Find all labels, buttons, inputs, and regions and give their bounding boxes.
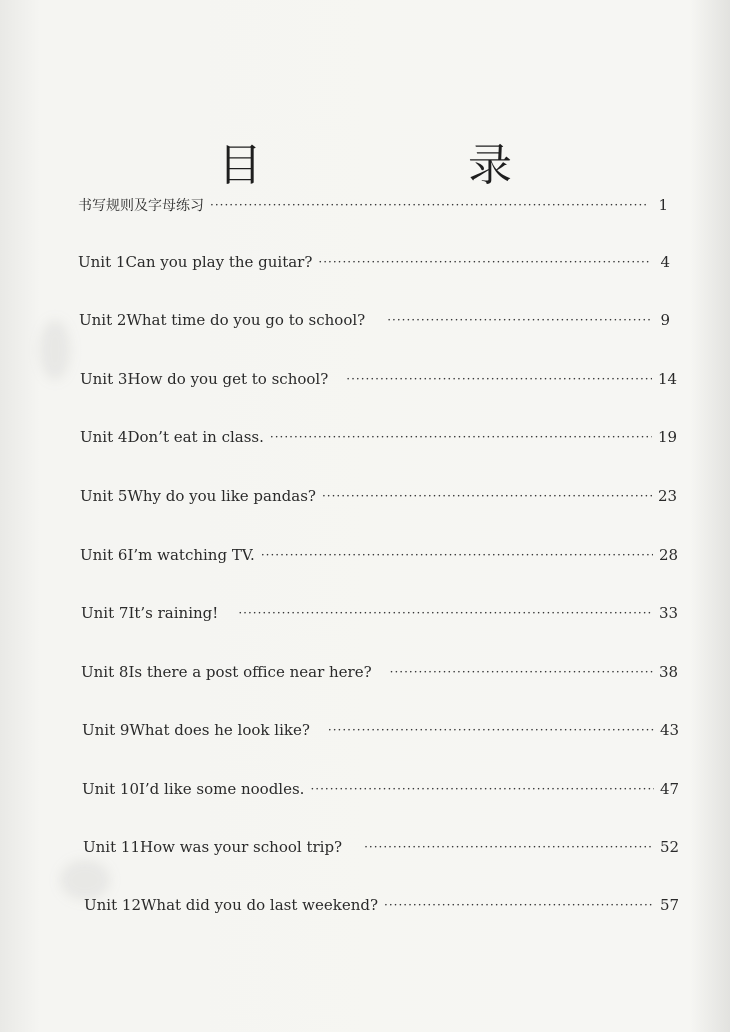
toc-leader-dots bbox=[387, 313, 650, 327]
toc-leader-dots bbox=[364, 840, 654, 854]
toc-entry[interactable] bbox=[78, 253, 670, 277]
toc-entry[interactable] bbox=[81, 663, 679, 687]
toc-unit-label: Unit 5 bbox=[80, 487, 128, 505]
page-smudge bbox=[60, 860, 110, 900]
toc-unit-label: Unit 7 bbox=[81, 604, 129, 622]
page-title: 目 录 bbox=[218, 140, 608, 192]
toc-leader-dots bbox=[270, 430, 652, 444]
toc-page-number: 38 bbox=[659, 663, 679, 681]
toc-unit-label: Unit 10 bbox=[82, 780, 139, 798]
toc-entry[interactable] bbox=[83, 838, 680, 862]
toc-entry[interactable] bbox=[84, 896, 680, 920]
toc-leader-dots bbox=[390, 665, 653, 679]
toc-leader-dots bbox=[322, 489, 652, 503]
toc-entry[interactable] bbox=[79, 311, 670, 335]
toc-leader-dots bbox=[346, 372, 652, 386]
page-smudge bbox=[40, 320, 70, 380]
toc-leader-dots bbox=[384, 898, 654, 912]
toc-leader-dots bbox=[310, 782, 654, 796]
toc-entry-title: Can you play the guitar? bbox=[125, 253, 313, 271]
toc-page-number: 47 bbox=[660, 780, 680, 798]
toc-unit-label: Unit 6 bbox=[80, 546, 128, 564]
toc-unit-label: Unit 3 bbox=[80, 370, 128, 388]
toc-entry-title: It’s raining! bbox=[128, 604, 219, 622]
toc-unit-label: Unit 8 bbox=[81, 663, 129, 681]
toc-unit-label: Unit 11 bbox=[83, 838, 140, 856]
toc-page-number: 23 bbox=[658, 487, 678, 505]
toc-page-number: 52 bbox=[660, 838, 680, 856]
toc-unit-label: Unit 4 bbox=[80, 428, 128, 446]
toc-entry[interactable] bbox=[78, 195, 668, 219]
toc-page-number: 4 bbox=[660, 253, 670, 271]
toc-unit-label: Unit 12 bbox=[84, 896, 141, 914]
toc-page-number: 14 bbox=[658, 370, 678, 388]
toc-leader-dots bbox=[318, 255, 650, 269]
toc-page-number: 1 bbox=[658, 196, 668, 214]
toc-unit-label: Unit 2 bbox=[79, 311, 127, 329]
toc-page-number: 28 bbox=[659, 546, 679, 564]
toc-leader-dots bbox=[238, 606, 653, 620]
toc-entry-title: Don’t eat in class. bbox=[127, 428, 264, 446]
toc-page-number: 43 bbox=[660, 721, 680, 739]
toc-entry[interactable] bbox=[81, 604, 679, 628]
toc-entry[interactable] bbox=[80, 370, 678, 394]
toc-entry-title: Is there a post office near here? bbox=[128, 663, 372, 681]
toc-page-number: 19 bbox=[658, 428, 678, 446]
toc-leader-dots bbox=[261, 548, 653, 562]
toc-entry[interactable] bbox=[82, 721, 680, 745]
toc-entry-title: How was your school trip? bbox=[139, 838, 343, 856]
toc-entry-title: What time do you go to school? bbox=[126, 311, 366, 329]
toc-entry-title: I’m watching TV. bbox=[127, 546, 255, 564]
toc-entry[interactable] bbox=[82, 780, 680, 804]
toc-entry-title: I’d like some noodles. bbox=[138, 780, 305, 798]
toc-entry-title: Why do you like pandas? bbox=[127, 487, 316, 505]
toc-page-number: 57 bbox=[660, 896, 680, 914]
toc-entry-title: What did you do last weekend? bbox=[140, 896, 379, 914]
toc-entry[interactable] bbox=[80, 428, 678, 452]
toc-entry[interactable] bbox=[80, 546, 679, 570]
toc-entry-title: What does he look like? bbox=[129, 721, 310, 739]
toc-unit-label: Unit 1 bbox=[78, 253, 126, 271]
toc-entry-title: How do you get to school? bbox=[127, 370, 329, 388]
toc-entry[interactable] bbox=[80, 487, 678, 511]
toc-unit-label: Unit 9 bbox=[82, 721, 130, 739]
toc-leader-dots bbox=[328, 723, 654, 737]
toc-leader-dots bbox=[210, 198, 648, 212]
toc-page-number: 9 bbox=[660, 311, 670, 329]
toc-page-number: 33 bbox=[659, 604, 679, 622]
toc-entry-title: 书写规则及字母练习 bbox=[78, 198, 204, 214]
